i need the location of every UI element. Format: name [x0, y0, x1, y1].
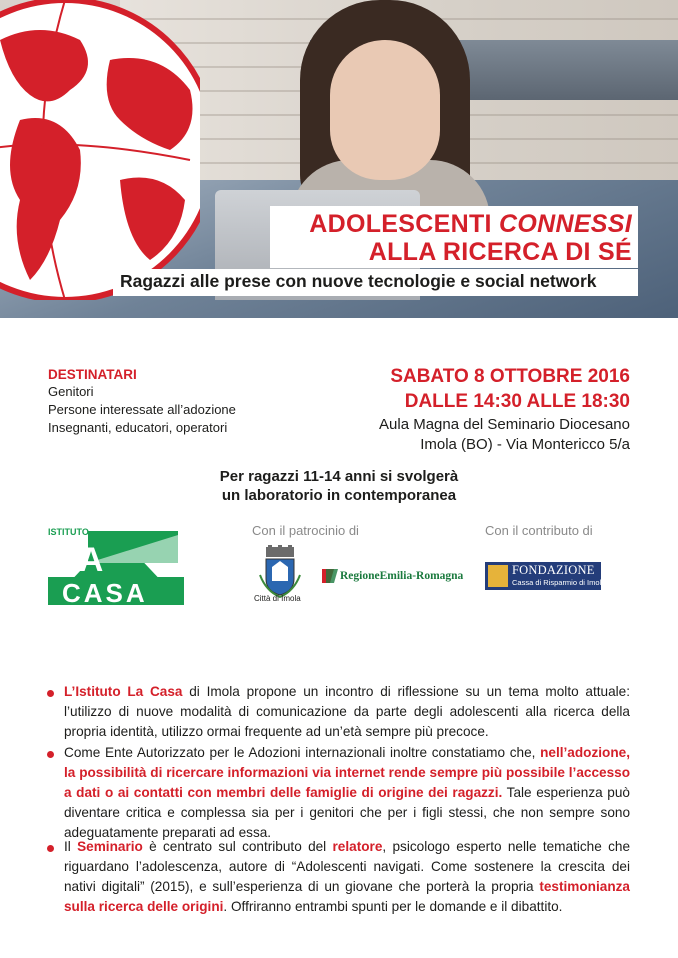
- highlight-text: L’Istituto La Casa: [64, 684, 183, 699]
- event-date: SABATO 8 OTTOBRE 2016: [390, 366, 630, 387]
- destinatari-item: Persone interessate all’adozione: [48, 402, 236, 417]
- lacasa-word: CASA: [62, 578, 148, 605]
- paragraph-seminar: Il Seminario è centrato sul contributo del relatore, psicologo esperto nelle tematiche che riguardano l’adolescenza, autore di “Adolescenti navigati. Come sostenere la crescita dei nativi digitali” (2015), e sull’esperienza di un giovane che porterà la propria testimonianza sulla ricerca delle origini. Offriranno entrambi spunti per le domande e il dibattito.: [64, 839, 630, 914]
- lab-note-line2: un laboratorio in contemporanea: [221, 487, 457, 504]
- destinatari-item: Insegnanti, educatori, operatori: [48, 420, 228, 435]
- girl-face: [330, 40, 440, 180]
- globe-illustration: [0, 0, 200, 300]
- event-venue: Aula Magna del Seminario Diocesano: [379, 416, 630, 433]
- highlight-text: testimonianza sulla ricerca delle origini: [64, 879, 630, 914]
- lacasa-logo: [48, 525, 184, 605]
- imola-label: Città di Imola: [254, 594, 301, 603]
- destinatari-heading: DESTINATARI: [48, 367, 137, 382]
- fondazione-emblem-icon: [488, 565, 508, 587]
- page-title-line2: ALLA RICERCA DI SÉ: [368, 238, 632, 266]
- bullet-icon: [47, 690, 54, 697]
- paragraph-intro: L’Istituto La Casa di Imola propone un incontro di riflessione su un tema molto attuale: l’utilizzo di nuove modalità di comunicazione da parte degli adolescenti alla ricerca della propria identità, utilizzo ormai frequente ad un’età sempre più precoce.: [64, 684, 631, 739]
- page-title-line1: ADOLESCENTI CONNESSI: [309, 210, 632, 238]
- page-subtitle: Ragazzi alle prese con nuove tecnologie e social network: [120, 271, 597, 291]
- lacasa-letters: LA: [58, 541, 104, 579]
- fondazione-subtitle: Cassa di Risparmio di Imola: [512, 578, 606, 587]
- title-emphasis: CONNESSI: [499, 210, 632, 238]
- event-time: DALLE 14:30 ALLE 18:30: [404, 391, 630, 412]
- paragraph-adoption: Come Ente Autorizzato per le Adozioni internazionali inoltre constatiamo che, nell’adozione, la possibilità di ricercare informazioni via internet rende sempre più possibile l’accesso a dati o ai contatti con membri delle famiglie di origine dei ragazzi. Tale esperienza può diventare critica e complessa sia per i genitori che per i figli stessi, che non sempre sono adeguatamente preparati ad essa.: [64, 745, 630, 840]
- highlight-text: Seminario: [77, 839, 143, 854]
- highlight-text: nell’adozione, la possibilità di ricercare informazioni via internet rende sempre più possibile l’accesso a dati o ai contatti con membri delle famiglie di origine dei ragazzi.: [64, 745, 630, 800]
- lab-note-line1: Per ragazzi 11-14 anni si svolgerà: [219, 468, 459, 485]
- bullet-icon: [47, 751, 54, 758]
- patronage-caption: Con il patrocinio di: [252, 523, 359, 538]
- region-label: RegioneEmilia-Romagna: [340, 570, 464, 582]
- bullet-icon: [47, 845, 54, 852]
- event-address: Imola (BO) - Via Montericco 5/a: [420, 436, 630, 453]
- fondazione-name: FONDAZIONE: [512, 563, 595, 577]
- highlight-text: relatore: [332, 839, 383, 854]
- destinatari-item: Genitori: [48, 384, 94, 399]
- lacasa-top-text: ISTITUTO: [48, 527, 89, 537]
- contribution-caption: Con il contributo di: [485, 523, 593, 538]
